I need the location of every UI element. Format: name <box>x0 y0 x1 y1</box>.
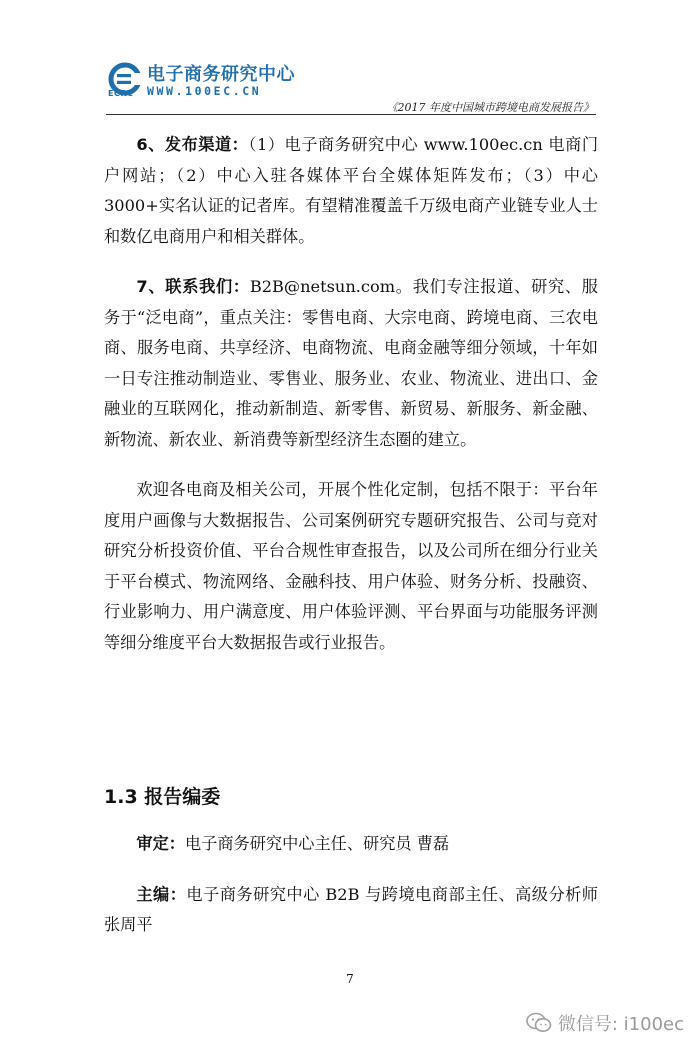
reviewer-line <box>104 829 598 859</box>
paragraph-label: 6、发布渠道： <box>136 135 249 154</box>
reviewer-text: 电子商务研究中心主任、研究员 曹磊 <box>184 834 450 853</box>
paragraph-text: （1）电子商务研究中心 www.100ec.cn 电商门户网站；（2）中心入驻各媒体平台全媒体矩阵发布；（3）中心 3000+实名认证的记者库。有望精准覆盖千万级电商产业链专业人士和数亿电商用户和相关群体。 <box>104 135 599 246</box>
paragraph-custom-reports <box>104 475 598 658</box>
editor-label: 主编： <box>136 885 187 904</box>
paragraph-publish-channels <box>104 130 598 252</box>
paragraph-label: 7、联系我们： <box>136 277 250 296</box>
reviewer-label: 审定： <box>136 834 185 853</box>
page-number: 7 <box>346 972 354 986</box>
header-rule <box>106 114 596 115</box>
logo-name: 电子商务研究中心 <box>147 64 295 85</box>
wechat-watermark <box>526 1010 684 1036</box>
paragraph-contact <box>104 272 598 455</box>
section-heading: 1.3 报告编委 <box>104 786 221 808</box>
paragraph-text: 欢迎各电商及相关公司，开展个性化定制，包括不限于：平台年度用户画像与大数据报告、公司案例研究专题研究报告、公司与竞对研究分析投资价值、平台合规性审查报告，以及公司所在细分行业关于平台模式、物流网络、金融科技、用户体验、财务分析、投融资、行业影响力、用户满意度、用户体验评测、平台界面与功能服务评测等细分维度平台大数据报告或行业报告。 <box>104 480 598 652</box>
report-title: 《2017 年度中国城市跨境电商发展报告》 <box>386 101 594 114</box>
page-header <box>0 0 700 120</box>
paragraph-text: B2B@netsun.com。我们专注报道、研究、服务于“泛电商”，重点关注：零售电商、大宗电商、跨境电商、三农电商、服务电商、共享经济、电商物流、电商金融等细分领域，十年如一日专注推动制造业、零售业、服务业、农业、物流业、进出口、金融业的互联网化，推动新制造、新零售、新贸易、新服务、新金融、新物流、新农业、新消费等新型经济生态圈的建立。 <box>104 277 598 449</box>
logo-url: WWW.100EC.CN <box>147 84 262 98</box>
wechat-icon <box>526 1012 552 1034</box>
logo-abbreviation: ECRC <box>108 89 134 98</box>
editor-line <box>104 880 598 940</box>
body-text <box>104 118 598 658</box>
editor-text: 电子商务研究中心 B2B 与跨境电商部主任、高级分析师 张周平 <box>104 885 598 934</box>
watermark-text: 微信号: i100ec <box>557 1014 684 1035</box>
